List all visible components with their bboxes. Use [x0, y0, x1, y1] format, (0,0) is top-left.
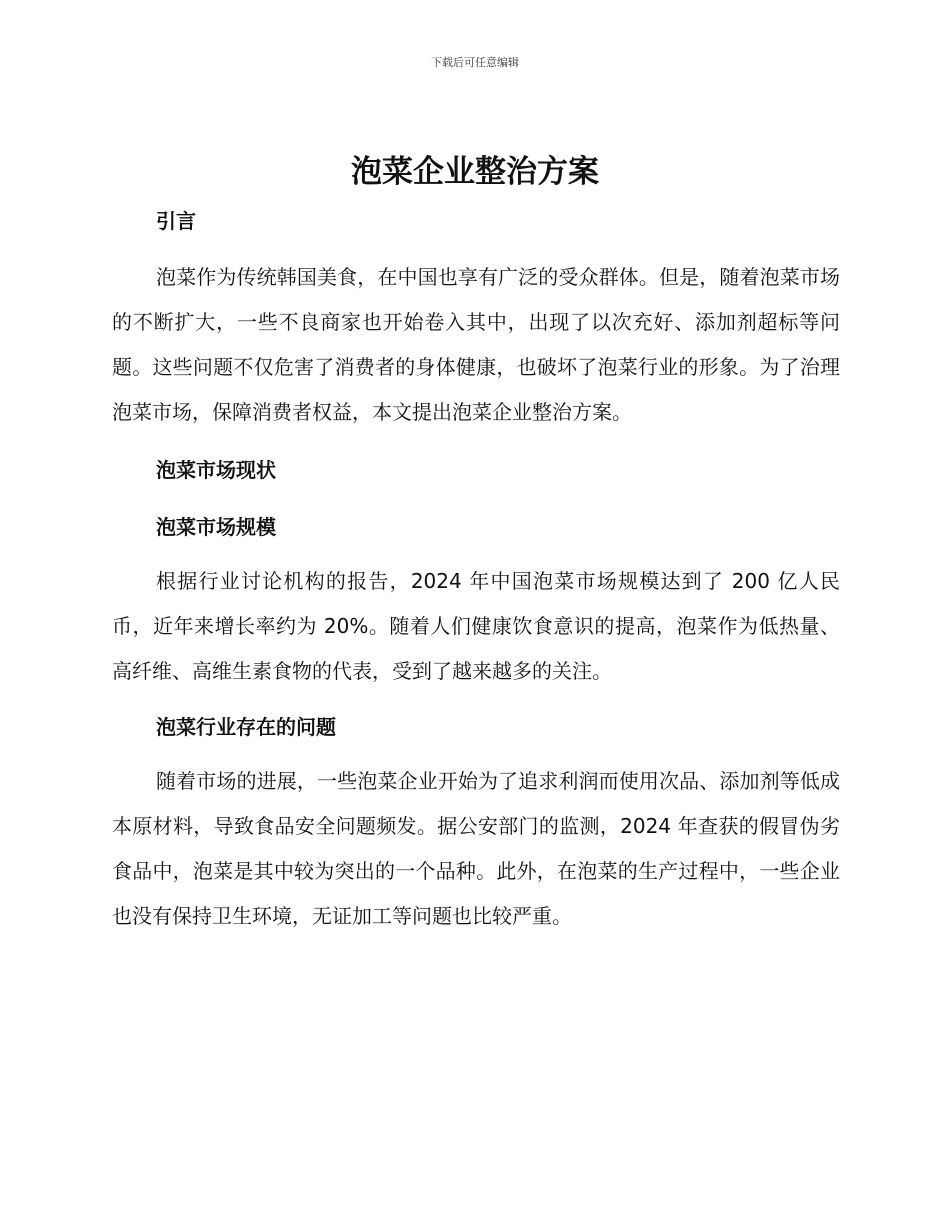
document-body: [112, 201, 840, 939]
heading-market-status: 泡菜市场现状: [156, 458, 276, 482]
paragraph-industry-problems: 随着市场的进展，一些泡菜企业开始为了追求利润而使用次品、添加剂等低成本原材料，导致食品安全问题频发。据公安部门的监测，2024 年查获的假冒伪劣食品中，泡菜是其中较为突出的一个品种。此外，在泡菜的生产过程中，一些企业也没有保持卫生环境，无证加工等问题也比较严重。: [112, 769, 840, 928]
paragraph-introduction: 泡菜作为传统韩国美食，在中国也享有广泛的受众群体。但是，随着泡菜市场的不断扩大，一些不良商家也开始卷入其中，出现了以次充好、添加剂超标等问题。这些问题不仅危害了消费者的身体健康，也破坏了泡菜行业的形象。为了治理泡菜市场，保障消费者权益，本文提出泡菜企业整治方案。: [112, 265, 840, 424]
heading-industry-problems: 泡菜行业存在的问题: [156, 715, 336, 739]
paragraph-market-scale: 根据行业讨论机构的报告，2024 年中国泡菜市场规模达到了 200 亿人民币，近年来增长率约为 20%。随着人们健康饮食意识的提高，泡菜作为低热量、高纤维、高维生素食物的代表，受到了越来越多的关注。: [112, 569, 840, 683]
heading-market-scale: 泡菜市场规模: [156, 515, 276, 539]
header-note: 下载后可任意编辑: [431, 56, 519, 69]
document-title: 泡菜企业整治方案: [351, 154, 599, 190]
heading-introduction: 引言: [156, 209, 196, 233]
